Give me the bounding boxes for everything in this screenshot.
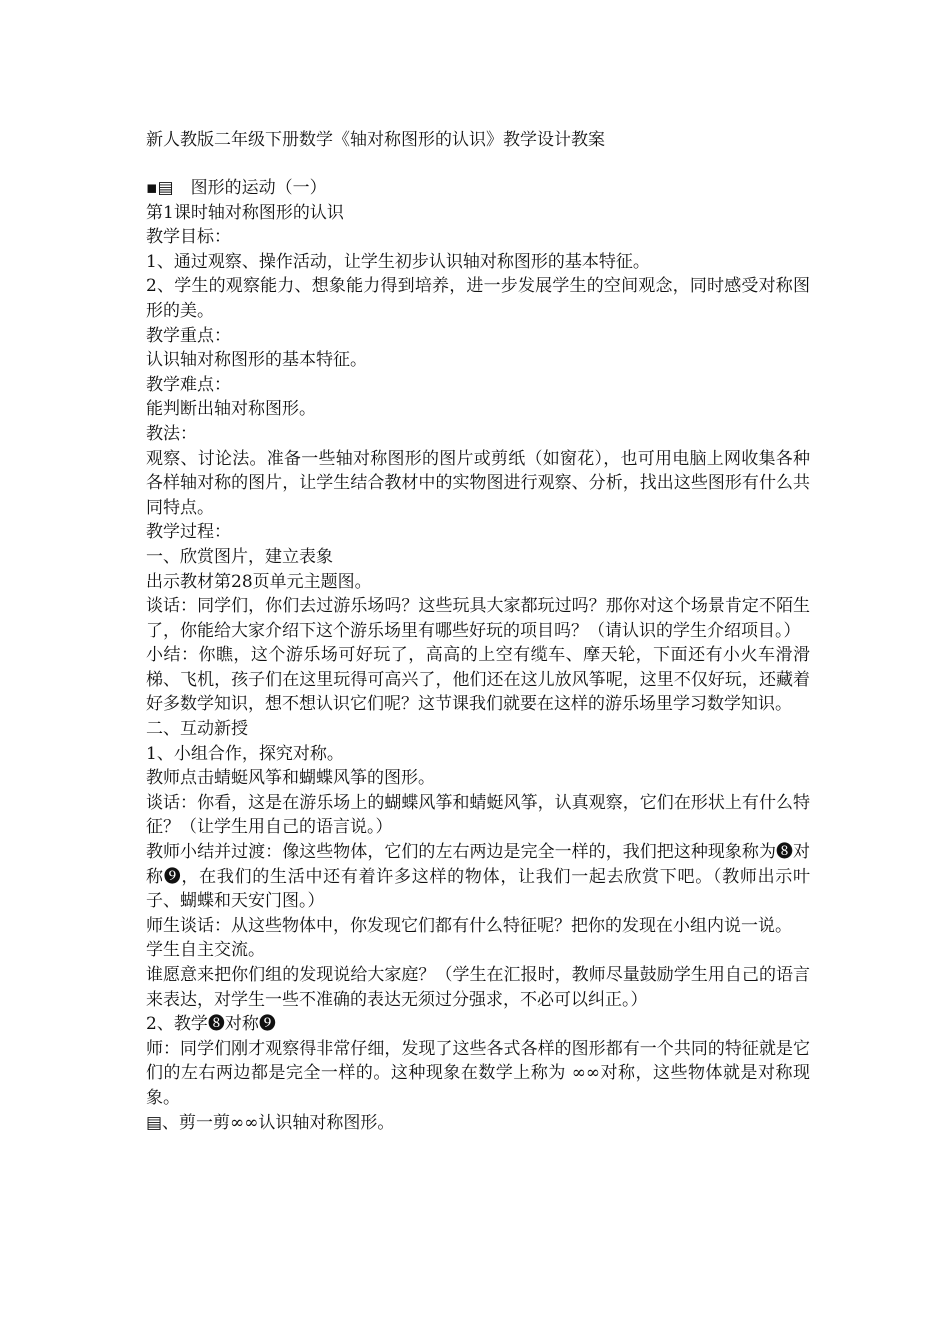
section-2-heading: 二、互动新授: [146, 719, 248, 740]
step-3: ▤、剪一剪∞∞认识轴对称图形。: [146, 1112, 395, 1133]
student-exchange: 学生自主交流。: [146, 940, 265, 961]
document-title: 新人教版二年级下册数学《轴对称图形的认识》教学设计教案: [146, 130, 605, 150]
unit-heading: ▪▤ 图形的运动（一）: [146, 178, 327, 198]
goal-1: 1、通过观察、操作活动，让学生初步认识轴对称图形的基本特征。: [146, 251, 650, 272]
goal-2: 2、学生的观察能力、想象能力得到培养，进一步发展学生的空间观念，同时感受对称图形的美。: [146, 276, 810, 321]
step-2: 2、教学❽对称❾: [146, 1014, 276, 1035]
document-body: [146, 176, 810, 1135]
process-label: 教学过程：: [146, 522, 231, 543]
section-1-heading: 一、欣赏图片，建立表象: [146, 546, 333, 567]
key-label: 教学重点：: [146, 325, 231, 346]
goals-label: 教学目标：: [146, 227, 231, 248]
teacher-said: 师：同学们刚才观察得非常仔细，发现了这些各式各样的图形都有一个共同的特征就是它们的左右两边都是完全一样的。这种现象在数学上称为 ∞∞对称，这些物体就是对称现象。: [146, 1038, 810, 1108]
talk-1: 谈话：同学们，你们去过游乐场吗？这些玩具大家都玩过吗？那你对这个场景肯定不陌生了，你能给大家介绍下这个游乐场里有哪些好玩的项目吗？（请认识的学生介绍项目。）: [146, 596, 810, 641]
method-label: 教法：: [146, 423, 197, 444]
who-willing: 谁愿意来把你们组的发现说给大家庭？（学生在汇报时，教师尽量鼓励学生用自己的语言来表达，对学生一些不准确的表达无须过分强求，不必可以纠正。）: [146, 965, 810, 1010]
show-textbook: 出示教材第28页单元主题图。: [146, 571, 372, 592]
lesson-heading: 第1课时轴对称图形的认识: [146, 202, 344, 223]
step-1: 1、小组合作，探究对称。: [146, 743, 344, 764]
teacher-talk: 师生谈话：从这些物体中，你发现它们都有什么特征呢？把你的发现在小组内说一说。: [146, 915, 792, 936]
summary-1: 小结：你瞧，这个游乐场可好玩了，高高的上空有缆车、摩天轮，下面还有小火车滑滑梯、飞机，孩子们在这里玩得可高兴了，他们还在这儿放风筝呢，这里不仅好玩，还藏着好多数学知识，想不想认识它们呢？这节课我们就要在这样的游乐场里学习数学知识。: [146, 645, 810, 715]
key-text: 认识轴对称图形的基本特征。: [146, 350, 367, 371]
difficulty-text: 能判断出轴对称图形。: [146, 399, 316, 420]
teacher-summary: 教师小结并过渡：像这些物体，它们的左右两边是完全一样的，我们把这种现象称为❽对称❾，在我们的生活中还有着许多这样的物体，让我们一起去欣赏下吧。（教师出示叶子、蝴蝶和天安门图。）: [146, 842, 810, 912]
talk-2: 谈话：你看，这是在游乐场上的蝴蝶风筝和蜻蜓风筝，认真观察，它们在形状上有什么特征？（让学生用自己的语言说。）: [146, 792, 810, 838]
teacher-click: 教师点击蜻蜓风筝和蝴蝶风筝的图形。: [146, 768, 435, 789]
method-text: 观察、讨论法。准备一些轴对称图形的图片或剪纸（如窗花），也可用电脑上网收集各种各样轴对称的图片，让学生结合教材中的实物图进行观察、分析，找出这些图形有什么共同特点。: [146, 448, 810, 518]
difficulty-label: 教学难点：: [146, 374, 231, 395]
